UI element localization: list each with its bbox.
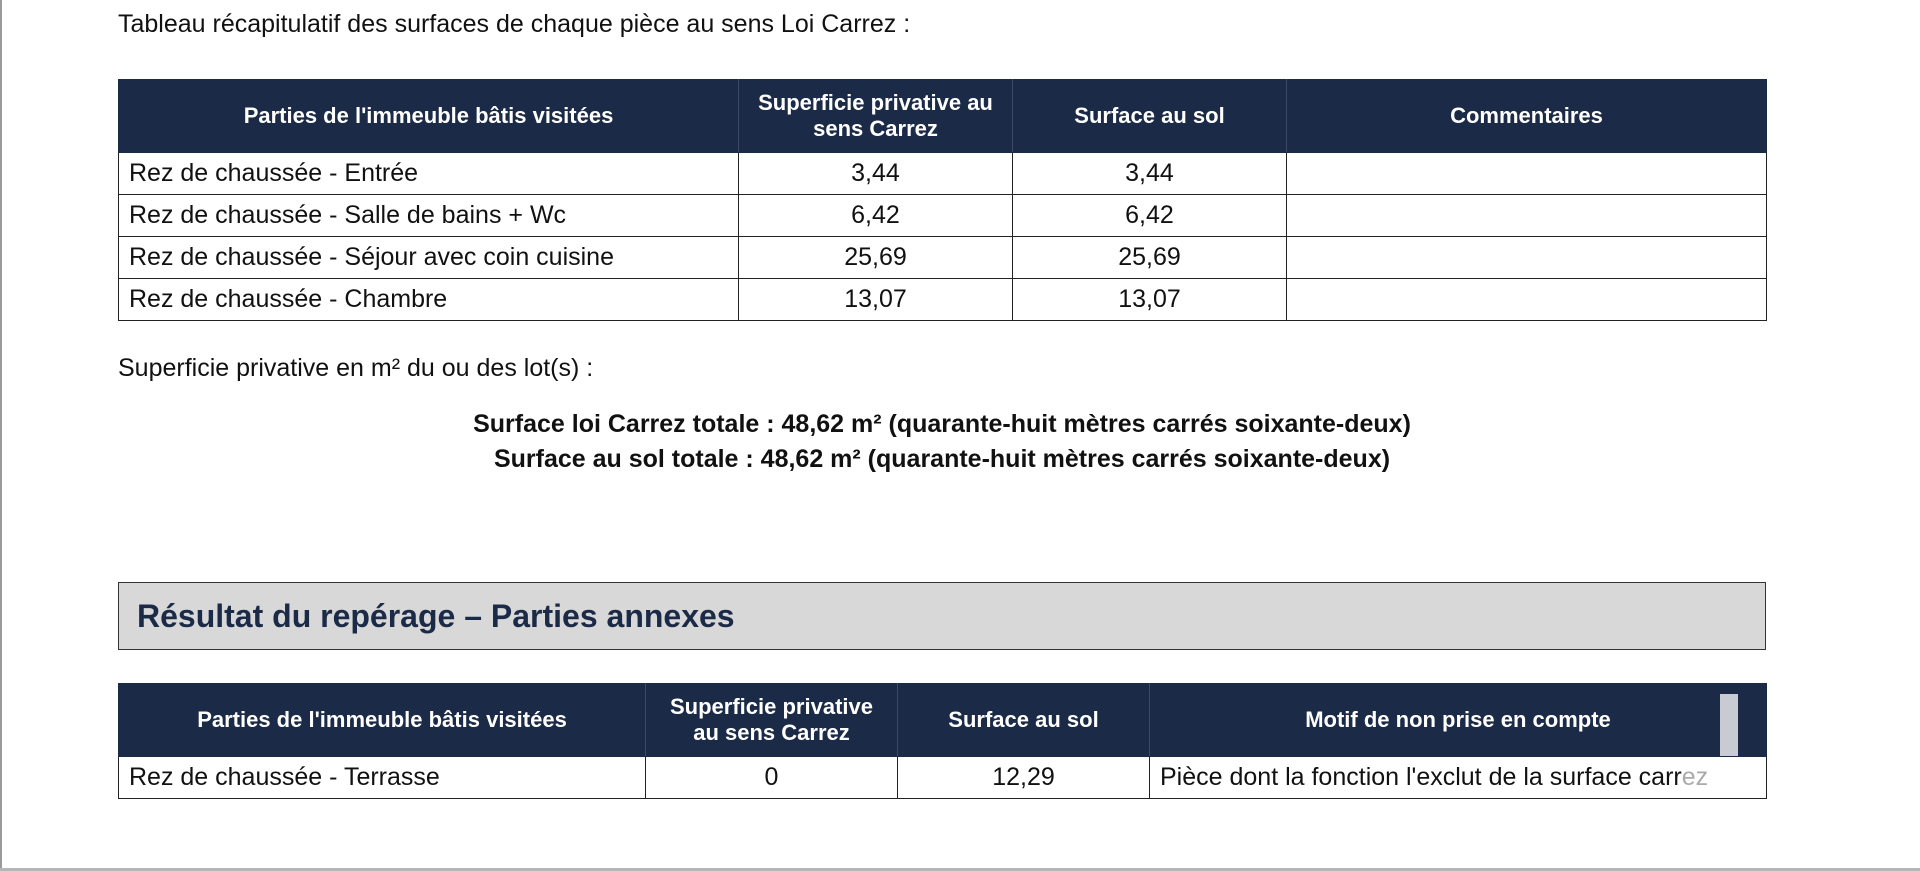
annex-section-header	[118, 582, 1766, 650]
cell-comment	[1287, 195, 1767, 237]
cell-sol: 6,42	[1013, 195, 1287, 237]
header-parties: Parties de l'immeuble bâtis visitées	[119, 684, 646, 757]
cell-carrez: 3,44	[739, 153, 1013, 195]
table-row	[119, 153, 1767, 195]
cell-sol: 25,69	[1013, 237, 1287, 279]
total-sol: Surface au sol totale : 48,62 m² (quarante-huit mètres carrés soixante-deux)	[493, 445, 1391, 473]
cell-carrez: 25,69	[739, 237, 1013, 279]
table-header-row	[119, 80, 1767, 153]
table-row	[119, 279, 1767, 321]
total-carrez: Surface loi Carrez totale : 48,62 m² (quarante-huit mètres carrés soixante-deux)	[473, 410, 1411, 438]
header-surface-sol: Surface au sol	[1013, 80, 1287, 153]
cell-sol: 3,44	[1013, 153, 1287, 195]
cell-part: Rez de chaussée - Entrée	[119, 153, 739, 195]
cell-part: Rez de chaussée - Salle de bains + Wc	[119, 195, 739, 237]
header-commentaires: Commentaires	[1287, 80, 1767, 153]
cell-part: Rez de chaussée - Terrasse	[119, 757, 646, 799]
page-left-edge	[0, 0, 2, 871]
cell-comment	[1287, 279, 1767, 321]
header-motif: Motif de non prise en compte	[1150, 684, 1767, 757]
cell-carrez: 0	[646, 757, 898, 799]
motif-text: Pièce dont la fonction l'exclut de la surface carr	[1160, 763, 1682, 791]
cell-comment	[1287, 153, 1767, 195]
annex-table	[118, 683, 1767, 799]
cell-carrez: 6,42	[739, 195, 1013, 237]
table-row	[119, 237, 1767, 279]
annex-section-title: Résultat du repérage – Parties annexes	[137, 598, 735, 634]
cell-sol: 13,07	[1013, 279, 1287, 321]
surfaces-table	[118, 79, 1767, 321]
intro-text: Tableau récapitulatif des surfaces de chaque pièce au sens Loi Carrez :	[118, 10, 911, 38]
header-parties: Parties de l'immeuble bâtis visitées	[119, 80, 739, 153]
header-superficie-carrez: Superficie privative au sens Carrez	[646, 684, 898, 757]
cell-comment	[1287, 237, 1767, 279]
header-surface-sol: Surface au sol	[898, 684, 1150, 757]
cell-motif	[1150, 757, 1767, 799]
header-superficie-carrez: Superficie privative au sens Carrez	[739, 80, 1013, 153]
cell-part: Rez de chaussée - Chambre	[119, 279, 739, 321]
motif-text-faded: ez	[1681, 763, 1709, 791]
table-header-row	[119, 684, 1767, 757]
subtotal-label: Superficie privative en m² du ou des lot(s) :	[118, 354, 594, 382]
table-row	[119, 195, 1767, 237]
table-row	[119, 757, 1767, 799]
cell-carrez: 13,07	[739, 279, 1013, 321]
cell-part: Rez de chaussée - Séjour avec coin cuisine	[119, 237, 739, 279]
scroll-indicator	[1720, 694, 1738, 756]
cell-sol: 12,29	[898, 757, 1150, 799]
